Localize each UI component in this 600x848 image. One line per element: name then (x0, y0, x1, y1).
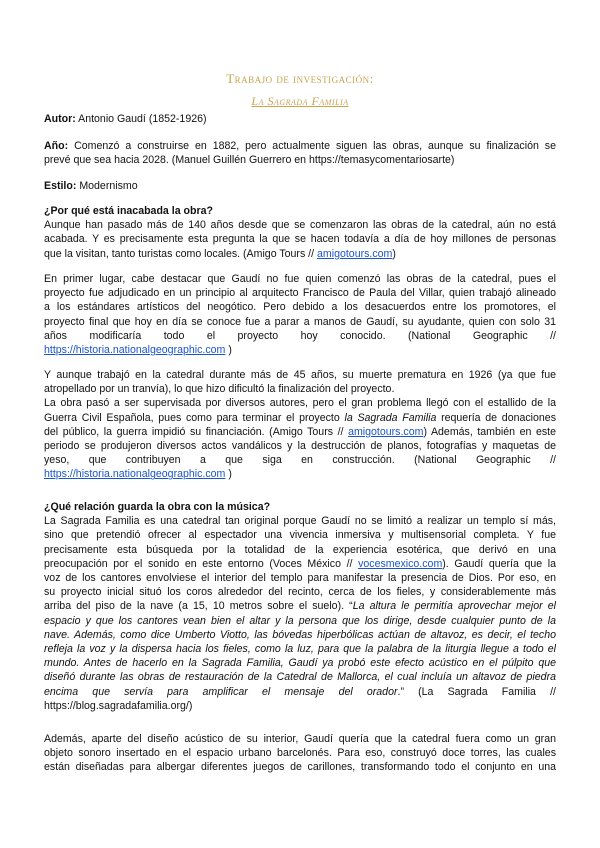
year-text-1: Comenzó a construirse en 1882, pero actualmente siguen las obras, aunque su finalización se (68, 140, 556, 152)
paragraph-line: proyecto final que hoy en día se conoce fue a parar a manos de Gaudí, su ayudante, quien con solo 31 (44, 315, 556, 328)
year-text-2: prevé que sea hacia 2028. (Manuel Guillén Guerrero en https://temasycomentariosarte) (44, 154, 455, 167)
paragraph-line: están diseñadas para albergar diferentes juegos de carillones, transformando todo el conjunto en una (44, 761, 556, 774)
section-music: ¿Qué relación guarda la obra con la música? La Sagrada Familia es una catedral tan original porque Gaudí no se limitó a realizar un templo sí más, sino que pretendió ofrecer al espectador una vivencia inmersiva y multisensorial completa. Y fue precisamente esta búsqueda por la totalidad de la experiencia esotérica, que derivó en una preocupación por el sonido en este entorno (Voces México // vocesmexico.com). Gaudí quería que la voz de los cantores envolviese el interior del templo para manifestar la presencia de Dios. Por eso, en su proyecto inicial situó los coros alrededor del recinto, cerca de los fieles, y considerablemente más arriba del piso de la nave (a 15, 10 metros sobre el suelo). “La altura le permitía aprovechar mejor el espacio y que los cantores vean bien el altar y la persona que los dirige, desde cualquier punto de la nave. Además, como dice Umberto Viotto, las bóvedas hiperbólicas actúan de altavoz, es decir, el techo refleja la voz y la dispersa hacia los fieles, como la luz, para que la palabra de la liturgia llegue a todo el mundo. Antes de hacerlo en la Sagrada Familia, Gaudí ya probó este efecto acústico en el púlpito que diseñó durante las obras de restauración de la Catedral de Mallorca, el cual incluía un altavoz de piedra encima que servía para amplificar el mensaje del orador.” (La Sagrada Familia // https://blog.sagradafamilia.org/) (44, 501, 556, 712)
section-heading-music: ¿Qué relación guarda la obra con la música? (44, 501, 271, 513)
paragraph-death: Y aunque trabajó en la catedral durante más de 45 años, su muerte prematura en 1926 (ya que fue atropellado por un tranvía), lo que hizo dificultó la finalización del proyecto. La obra pasó a ser supervisada por diversos autores, pero el gran problema llegó con el estallido de la Guerra Civil Española, pues como para terminar el proyecto la Sagrada Familia requería de donaciones del público, la guerra impidió su financiación. (Amigo Tours // amigotours.com) Además, también en este periodo se produjeron diversos actos vandálicos y la destrucción de planos, fotografías y maquetas de yeso, que contribuyen a que siga en construcción. (National Geographic // https://historia.nationalgeographic.com ) (44, 369, 556, 481)
paragraph-line: voz de los cantores envolviese el interior del templo para manifestar la presencia de Dios. Por eso, en (44, 572, 556, 585)
document-subtitle: La Sagrada Familia (251, 94, 349, 108)
paragraph-line: Además, aparte del diseño acústico de su interior, Gaudí quería que la catedral fuera como un gran (44, 733, 556, 745)
natgeo-link[interactable]: https://historia.nationalgeographic.com (44, 468, 226, 481)
quote-text: refleja la voz y la dispersa hacia los fieles, como la luz, para que la palabra de la liturgia llegue a todo el (44, 643, 556, 656)
quote-text: encima que servía para amplificar el mensaje del orador (44, 685, 398, 698)
section-unfinished: ¿Por qué está inacabada la obra? Aunque han pasado más de 140 años desde que se comenzaron las obras de la catedral, aún no está acabada. Y es precisamente esta pregunta la que se hacen todavía a día de hoy millones de personas que la visitan, tanto turistas como locales. (Amigo Tours // amigotours.com) (44, 205, 556, 260)
paragraph-history: En primer lugar, cabe destacar que Gaudí no fue quien comenzó las obras de la catedral, pues el proyecto fue adjudicado en un principio al arquitecto Francisco de Paula del Villar, quien trabajó alineado a los estándares artísticos del neogótico. Pero debido a los desacuerdos entre los promotores, el proyecto final que hoy en día se conoce fue a parar a manos de Gaudí, su ayudante, quien con solo 31 años modificaría todo el proyecto hoy conocido. (National Geographic // https://historia.nationalgeographic.com ) (44, 273, 556, 357)
style-line (44, 179, 556, 193)
paragraph-line: que la visitan, tanto turistas como locales. (Amigo Tours // (44, 247, 318, 260)
section-heading-unfinished: ¿Por qué está inacabada la obra? (44, 205, 213, 217)
paragraph-line: Aunque han pasado más de 140 años desde que se comenzaron las obras de la catedral, aún no está (44, 219, 556, 232)
natgeo-link[interactable]: https://historia.nationalgeographic.com (44, 344, 226, 357)
paragraph-line: sino que pretendió ofrecer al espectador una vivencia inmersiva y multisensorial completa. Y fue (44, 529, 556, 542)
sagrada-familia-emphasis: la Sagrada Familia (344, 411, 437, 424)
amigotours-link[interactable]: amigotours.com (348, 425, 424, 438)
paragraph-towers (44, 732, 556, 775)
paragraph-line: acabada. Y es precisamente esta pregunta la que se hacen todavía a día de hoy millones de personas (44, 233, 556, 246)
vocesmexico-link[interactable]: vocesmexico.com (358, 557, 443, 570)
document-title: Trabajo de investigación: (226, 71, 374, 86)
paragraph-line: yeso, que contribuyen a que siga en construcción. (National Geographic // (44, 454, 556, 467)
paragraph-line: La Sagrada Familia es una catedral tan original porque Gaudí no se limitó a realizar un templo sí más, (44, 515, 556, 528)
quote-text: diseñó durante las obras de restauración de la Catedral de Mallorca, el cual incluía un altavoz de piedra (44, 671, 556, 684)
paragraph-line: periodo se produjeron diversos actos vandálicos y la destrucción de planos, fotografías y maquetas de (44, 440, 556, 453)
author-line (44, 112, 556, 126)
quote-text: mundo. Antes de hacerlo en la Sagrada Familia, Gaudí ya probó este efecto acústico en el púlpito que (44, 657, 556, 670)
quote-text: La altura le permitía aprovechar mejor el (352, 600, 556, 613)
style-text: Modernismo (76, 180, 138, 192)
author-label: Autor: (44, 113, 76, 125)
paragraph-line: https://blog.sagradafamilia.org/) (44, 699, 193, 712)
paragraph-line: proyecto fue adjudicado en un principio al arquitecto Francisco de Paula del Villar, quien trabajó alineado (44, 287, 556, 300)
year-label: Año: (44, 140, 69, 152)
paragraph-line: a los estándares artísticos del neogótico. Pero debido a los desacuerdos entre los promotores, el (44, 301, 556, 314)
author-text: Antonio Gaudí (1852-1926) (75, 113, 207, 125)
quote-text: espacio y que los cantores vean bien el altar y la persona que los dirige, desde cualquier punto de la (44, 614, 556, 627)
paragraph-line: La obra pasó a ser supervisada por diversos autores, pero el gran problema llegó con el estallido de la (44, 397, 556, 410)
style-label: Estilo: (44, 180, 77, 192)
paragraph-line: precisamente esta búsqueda por la totalidad de la experiencia esotérica, que derivó en una (44, 543, 556, 556)
paragraph-line: objeto sonoro insertado en el espacio urbano barcelonés. Para eso, construyó doce torres, las cuales (44, 747, 556, 760)
quote-text: nave. Además, como dice Umberto Viotto, las bóvedas hiperbólicas actúan de altavoz, es decir, el techo (44, 628, 556, 641)
paragraph-line: En primer lugar, cabe destacar que Gaudí no fue quien comenzó las obras de la catedral, pues el (44, 273, 556, 285)
paragraph-line: su proyecto inicial situó los coros alrededor del recinto, cerca de los fieles, y considerablemente más (44, 586, 556, 599)
paragraph-line: Y aunque trabajó en la catedral durante más de 45 años, su muerte prematura en 1926 (ya que fue (44, 369, 556, 381)
paragraph-line: atropellado por un tranvía), lo que hizo dificultó la finalización del proyecto. (44, 383, 395, 396)
paragraph-line: años modificaría todo el proyecto hoy conocido. (National Geographic // (44, 329, 556, 342)
amigotours-link[interactable]: amigotours.com (317, 247, 393, 260)
year-paragraph (44, 139, 556, 167)
